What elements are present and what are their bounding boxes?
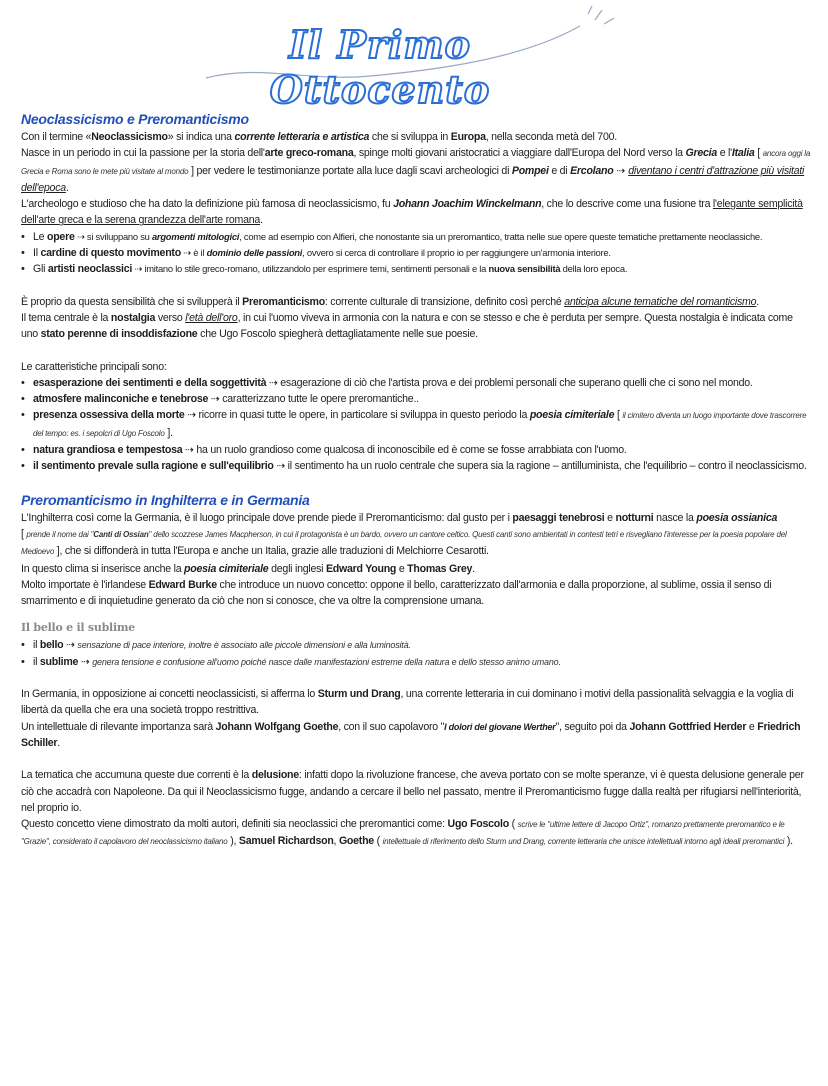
- text: ,: [333, 835, 339, 848]
- text: ], che si diffonderà in tutta l'Europa e anche un Italia, grazie alle traduzioni di Melchiorre Cesarotti.: [54, 545, 489, 558]
- term: notturni: [615, 511, 654, 524]
- paragraph-intro: [21, 129, 811, 145]
- text: L'Inghilterra così come la Germania, è il luogo principale dove prende piede il Preromanticismo: dal gusto per i: [21, 511, 513, 524]
- text: .: [57, 736, 60, 749]
- text: Nasce in un periodo in cui la passione per la storia dell': [21, 147, 265, 160]
- paragraph-autori: [21, 816, 811, 851]
- paragraph-cimiteriale: [21, 561, 811, 577]
- text: ⇢: [63, 639, 78, 652]
- text: (: [373, 835, 383, 848]
- term: nostalgia: [110, 311, 156, 324]
- text: L'archeologo e studioso che ha dato la definizione più famosa di neoclassicismo, fu: [21, 198, 394, 211]
- spacer: [21, 670, 811, 686]
- term: Preromanticismo: [242, 295, 325, 308]
- paragraph-delusione: [21, 767, 811, 816]
- text: [: [21, 527, 27, 540]
- subheading-bello-sublime: Il bello e il sublime: [21, 621, 136, 635]
- text: ].: [164, 426, 173, 439]
- term: artisti neoclassici: [47, 263, 133, 276]
- spacer: [21, 343, 811, 359]
- list-item: [21, 261, 811, 277]
- side-note: " dello scozzese James Macpherson, in cui il protagonista è un bardo, ovvero un cantore celtico. Questi canti sono ambientati in contesti tetri e risvegliano l'interesse per la poesia popolare del Medioevo: [21, 529, 787, 557]
- text: ).: [784, 835, 793, 848]
- text: , una corrente letteraria in cui dominano i motivi della passionalità selvaggia e la voglia di libertà da quella che era una società troppo restrittiva.: [21, 688, 794, 717]
- text: ⇢ esagerazione di ciò che l'artista prova e dei problemi personali che superano quelli che ci sono nel mondo.: [266, 376, 753, 389]
- text: ⇢ è il: [180, 247, 207, 259]
- text: (: [508, 818, 518, 831]
- text: È proprio da questa sensibilità che si svilupperà il: [21, 295, 243, 308]
- term: cardine di questo movimento: [40, 247, 181, 260]
- list-item: [21, 245, 811, 261]
- term: Friedrich Schiller: [21, 720, 801, 749]
- side-note-term: Canti di Ossian: [93, 529, 149, 539]
- features-intro: Le caratteristiche principali sono:: [21, 360, 167, 373]
- paragraph-inghilterra: [21, 510, 811, 526]
- paragraph-preromanticismo: [21, 294, 811, 310]
- text: e l': [717, 147, 732, 160]
- text: Le: [33, 230, 47, 243]
- text: il: [33, 639, 40, 652]
- text: Il tema centrale è la: [21, 311, 111, 324]
- term: Johann Joachim Winckelmann: [393, 198, 542, 211]
- term: dominio delle passioni: [206, 247, 303, 259]
- list-item: [21, 407, 811, 442]
- text: , ovvero si cerca di controllare il proprio io per raggiungere un'armonia interiore.: [302, 247, 611, 259]
- list-item: [21, 229, 811, 245]
- text: della loro epoca.: [560, 263, 628, 275]
- side-note: sensazione di pace interiore, inoltre è associato alle piccole dimensioni e alla luminosità.: [77, 640, 411, 651]
- text: verso: [155, 311, 186, 324]
- text: : infatti dopo la rivoluzione francese, che aveva portato con se molte speranze, vi è questa delusione generale per ciò che accadrà con Napoleone. Da qui il Neoclassicismo fugge, andando a cercare il bello nel passato, mentre il Preromanticismo fugge dalla realtà per rifugiarsi nell'interiorità, nel proprio io.: [21, 769, 804, 814]
- bullet-list-neoclassicismo: [21, 229, 811, 278]
- text: , come ad esempio con Alfieri, che nonostante sia un preromantico, tratta nelle sue opere queste tematiche prettamente neoclassiche.: [239, 230, 763, 242]
- text: ⇢: [78, 655, 93, 668]
- text: In Germania, in opposizione ai concetti neoclassicisti, si afferma lo: [21, 688, 318, 701]
- text: Questo concetto viene dimostrato da molti autori, definiti sia neoclassici che preromantici come:: [21, 818, 448, 831]
- text: Gli: [33, 263, 48, 276]
- list-item: [21, 375, 811, 391]
- text: [: [754, 147, 763, 160]
- list-item: [21, 458, 811, 474]
- paragraph-burke: [21, 577, 811, 610]
- text: che si sviluppa in: [369, 131, 451, 143]
- term: Johann Gottfried Herder: [629, 720, 747, 733]
- main-content: [21, 110, 811, 851]
- text: .: [756, 295, 759, 308]
- text: ] per vedere le testimonianze portate alla luce dagli scavi archeologici di: [188, 164, 512, 177]
- section-heading-inghilterra-germania: Preromanticismo in Inghilterra e in Germania: [21, 491, 310, 508]
- text: e di: [548, 164, 571, 177]
- term: arte greco-romana: [264, 147, 354, 160]
- text: che introduce un nuovo concetto: oppone il bello, caratterizzato dall'armonia e dalla proporzione, al sublime, ossia il senso di smarrimento e di inquietudine generato da ciò che non si conosce, che va oltre la comprensione umana.: [21, 578, 772, 608]
- term: argomenti mitologici: [151, 230, 240, 242]
- side-note: intellettuale di riferimento dello Sturm und Drang, corrente letteraria che unisce intellettuali intorno agli ideali preromantici: [382, 837, 785, 847]
- spacer: [21, 475, 811, 491]
- title-banner: [200, 4, 630, 112]
- text: , con il suo capolavoro ": [338, 720, 445, 733]
- underlined-text: anticipa alcune tematiche del romanticismo: [564, 295, 757, 308]
- term: Ugo Foscolo: [447, 818, 509, 831]
- text: : corrente culturale di transizione, definito così perché: [324, 295, 565, 308]
- text: La tematica che accumuna queste due correnti è la: [21, 769, 252, 782]
- term: Italia: [731, 147, 755, 160]
- term: Pompei: [511, 164, 549, 177]
- section-heading-neoclassicismo: Neoclassicismo e Preromanticismo: [21, 111, 249, 127]
- spacer: [21, 609, 811, 619]
- underlined-text: l'elegante semplicità dell'arte greca e la serena grandezza dell'arte romana: [21, 198, 803, 227]
- bullet-list-bello-sublime: [21, 637, 811, 670]
- paragraph-winckelmann: [21, 196, 811, 229]
- term-europa: Europa: [450, 131, 486, 143]
- underlined-text: l'età dell'oro: [185, 311, 238, 324]
- term: poesia cimiteriale: [184, 562, 269, 575]
- text: [: [614, 409, 623, 422]
- text: .: [65, 181, 69, 194]
- text: e: [396, 562, 408, 575]
- term: Ercolano: [570, 164, 614, 177]
- text: nasce la: [653, 511, 697, 524]
- list-item: [21, 637, 811, 653]
- list-item: [21, 442, 811, 458]
- text: ⇢ il sentimento ha un ruolo centrale che supera sia la ragione – antilluminista, che l'equilibrio – contro il neoclassicismo.: [273, 460, 807, 473]
- paragraph-goethe: [21, 719, 811, 752]
- text: e: [746, 720, 758, 733]
- list-item: [21, 654, 811, 670]
- text: ),: [227, 835, 239, 848]
- spacer: [21, 278, 811, 294]
- term: natura grandiosa e tempestosa: [33, 444, 183, 457]
- text: ⇢ ha un ruolo grandioso come qualcosa di inconoscibile ed è come se fosse arrabbiata con l'uomo.: [182, 444, 627, 457]
- term: Edward Burke: [148, 578, 217, 591]
- term: il sentimento prevale sulla ragione e sull'equilibrio: [33, 460, 274, 473]
- text: , che lo descrive come una fusione tra: [541, 198, 713, 211]
- term: I dolori del giovane Werther: [444, 721, 556, 732]
- text: In questo clima si inserisce anche la: [21, 562, 185, 575]
- term: Thomas Grey: [407, 562, 473, 575]
- list-item: [21, 391, 811, 407]
- text: ⇢ caratterizzano tutte le opere preromantiche..: [208, 393, 419, 406]
- term: poesia cimiteriale: [529, 409, 615, 422]
- term: nuova sensibilità: [488, 263, 561, 275]
- side-note: ancora oggi la Grecia e Roma sono le mete più visitate al mondo: [21, 149, 811, 176]
- term: presenza ossessiva della morte: [33, 409, 185, 422]
- term: stato perenne di insoddisfazione: [40, 328, 198, 341]
- text: degli inglesi: [268, 562, 326, 575]
- term: atmosfere malinconiche e tenebrose: [33, 393, 209, 406]
- arrow-icon: ⇢: [613, 164, 629, 177]
- term: Edward Young: [325, 562, 397, 575]
- page-title: Il Primo Ottocento: [269, 22, 491, 112]
- text: che Ugo Foscolo spiegherà dettagliatamente nelle sue poesie.: [197, 328, 478, 341]
- term: sublime: [39, 655, 79, 668]
- text: il: [33, 655, 40, 668]
- term-neoclassicismo: Neoclassicismo: [91, 131, 168, 143]
- text: Molto importate è l'irlandese: [21, 578, 149, 591]
- text: Con il termine «: [21, 131, 92, 143]
- term: paesaggi tenebrosi: [512, 511, 605, 524]
- side-note: scrive le "ultime lettere di Jacopo Ortiz", romanzo prettamente preromantico e le "Grazie", considerato il capolavoro del neoclassicismo italiano: [21, 820, 785, 847]
- text: » si indica una: [167, 131, 235, 143]
- term: Sturm und Drang: [317, 688, 401, 701]
- term: Samuel Richardson: [238, 835, 334, 848]
- term: poesia ossianica: [696, 511, 778, 524]
- term: Grecia: [685, 147, 717, 160]
- paragraph-ossian: [21, 526, 811, 561]
- paragraph-sturm-und-drang: [21, 686, 811, 719]
- text: , nella seconda metà del 700.: [485, 131, 617, 143]
- emphasis: corrente letteraria e artistica: [234, 131, 370, 143]
- text: ⇢ ricorre in quasi tutte le opere, in particolare si sviluppa in questo periodo la: [184, 409, 530, 422]
- term: bello: [39, 639, 64, 652]
- spacer: [21, 751, 811, 767]
- term: opere: [46, 230, 75, 243]
- paragraph-origins: [21, 145, 811, 196]
- term: delusione: [251, 769, 299, 782]
- text: ", seguito poi da: [555, 720, 630, 733]
- text: .: [472, 562, 475, 575]
- text: e: [604, 511, 616, 524]
- side-note: genera tensione e confusione all'uomo poiché nasce dalle manifestazioni estreme della natura e dello stesso animo umano.: [92, 656, 561, 667]
- side-note: il cimitero diventa un luogo importante dove trascorrere del tempo: es. i sepolcri di Ugo Foscolo: [33, 411, 807, 438]
- text: Un intellettuale di rilevante importanza sarà: [21, 720, 216, 733]
- text: ⇢ si sviluppano su: [74, 230, 152, 242]
- text: , in cui l'uomo viveva in armonia con la natura e con se stesso e che è perduta per sempre. Questa nostalgia è indicata come uno: [21, 311, 793, 341]
- underlined-text: diventano i centri d'attrazione più visitati dell'epoca: [21, 164, 805, 194]
- text: Il: [33, 247, 41, 260]
- side-note: prende il nome dai ": [26, 529, 94, 539]
- term: esasperazione dei sentimenti e della soggettività: [33, 376, 267, 389]
- text: .: [260, 214, 263, 227]
- bullet-list-features: [21, 375, 811, 475]
- text: , spinge molti giovani aristocratici a viaggiare dall'Europa del Nord verso la: [353, 147, 686, 160]
- paragraph-nostalgia: [21, 310, 811, 343]
- text: ⇢ imitano lo stile greco-romano, utilizzandolo per esprimere temi, sentimenti personali e la: [132, 263, 489, 275]
- term: Goethe: [338, 835, 374, 848]
- term: Johann Wolfgang Goethe: [215, 720, 339, 733]
